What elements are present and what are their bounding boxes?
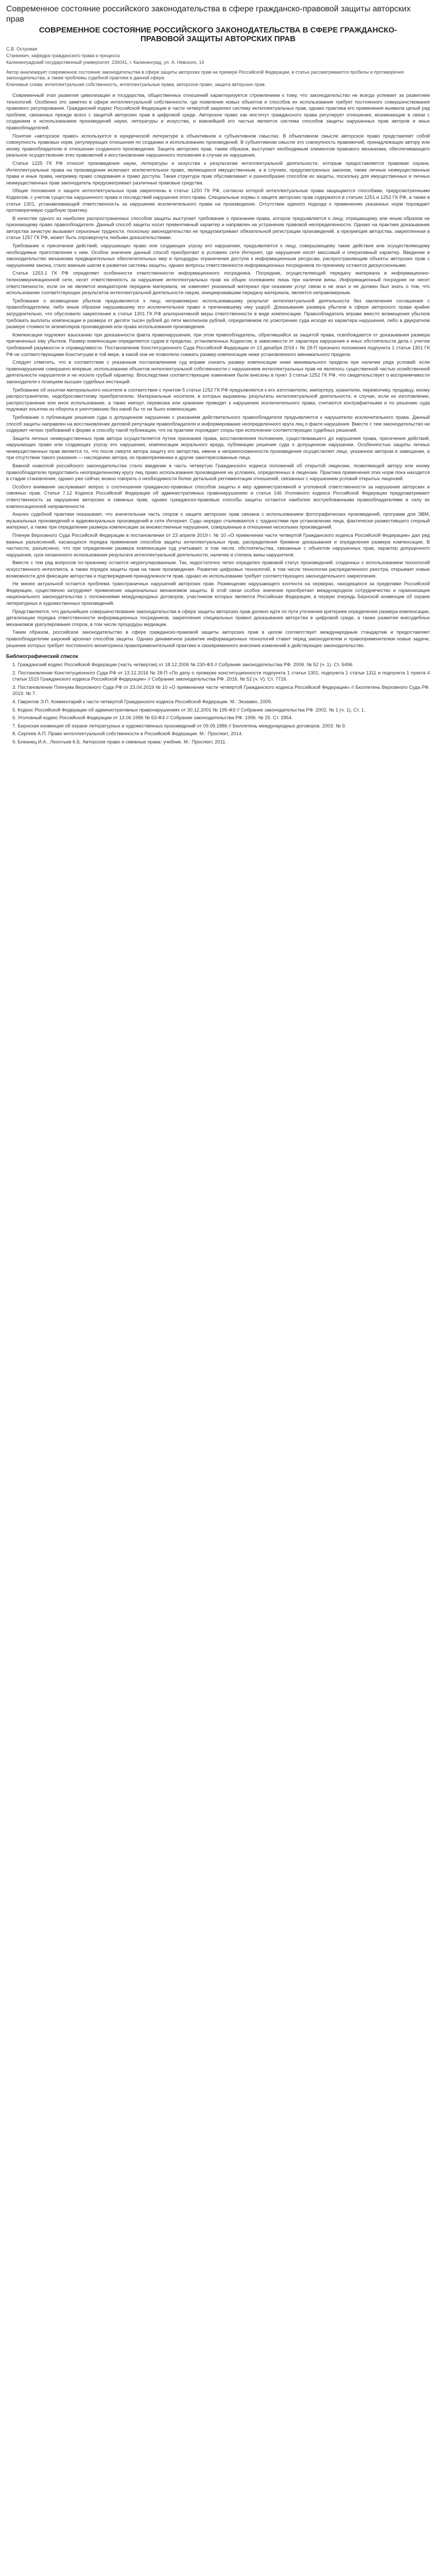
bibliography-item: 1. Гражданский кодекс Российской Федерации (часть четвертая) от 18.12.2006 № 230-ФЗ // Собрание законодательства РФ. 2006. № 52 (ч. 1). Ст. 5496. [12,662,354,668]
body-paragraph: Пленум Верховного Суда Российской Федерации в постановлении от 23 апреля 2019 г. № 10 «О применении части четвертой Гражданского кодекса Российской Федерации» дал ряд важных разъяснений, касающихся порядка применения способов защиты интеллектуальных прав, распределения бремени доказывания и определения размера компенсации. В частности, разъяснено, что при определении размера компенсации суд учитывает, в том числе, обстоятельства, связанные с объектом нарушенных прав, характер допущенного нарушения, срок незаконного использования результата интеллектуальной деятельности, наличие и степень вины нарушителя. [6,532,430,557]
body-paragraph: Анализ судебной практики показывает, что значительная часть споров о защите авторских прав связана с использованием фотографических произведений, программ для ЭВМ, музыкальных произведений и аудиовизуальных произведений в сети Интернет. Суды нередко сталкиваются с трудностями при установлении лица, фактически разместившего спорный материал, а также при определении размера компенсации за множественные нарушения, совершенные в отношении нескольких произведений. [6,511,430,530]
body-paragraph: Защита личных неимущественных прав автора осуществляется путем признания права, восстановления положения, существовавшего до нарушения права, пресечения действий, нарушающих право или создающих угрозу его нарушения, компенсации морального вреда, публикации решения суда о допущенном нарушении. Особенностью защиты личных неимущественных прав является то, что после смерти автора защиту его авторства, имени и неприкосновенности произведения осуществляет лицо, указанное автором в завещании, а при отсутствии такого указания — наследники автора, их правопреемники и другие заинтересованные лица. [6,435,430,461]
document-page [0,0,436,745]
article-body [6,92,430,649]
author-affiliation: Станкевич, кафедра гражданского права и процесса [6,53,120,58]
bibliography-item: 4. Гаврилов Э.П. Комментарий к части четвертой Гражданского кодекса Российской Федерации. М.: Экзамен, 2009. [12,699,272,705]
body-paragraph: Понятие «авторское право» используется в юридической литературе в объективном и субъективном смыслах. В объективном смысле авторское право представляет собой совокупность правовых норм, регулирующих отношения по созданию и использованию произведений. В субъективном смысле это совокупность правомочий, принадлежащих автору или иному правообладателю в отношении созданного произведения. Защита авторских прав, таким образом, выступает необходимым элементом правового механизма, обеспечивающего реальное осуществление этих правомочий и восстановление нарушенного положения в случае их нарушения. [6,132,430,158]
body-paragraph: Не менее актуальной остается проблема трансграничных нарушений авторских прав. Размещение нарушающего контента на серверах, находящихся за пределами Российской Федерации, существенно затрудняет применение национальных механизмов защиты. В этой связи особое значение приобретает международное сотрудничество и гармонизация национального законодательства с положениями международных договоров, участником которых является Российская Федерация, в первую очередь Бернской конвенции об охране литературных и художественных произведений. [6,581,430,606]
body-paragraph: Следует отметить, что в соответствии с указанным постановлением суд вправе снизить размер компенсации ниже минимального предела при наличии ряда условий: если правонарушение совершено впервые, использование объектов интеллектуальной собственности с нарушением интеллектуальных прав не являлось существенной частью хозяйственной деятельности нарушителя и не носило грубый характер. Впоследствии соответствующие изменения были внесены в пункт 3 статьи 1252 ГК РФ, что свидетельствует о восприимчивости законодателя к позициям высших судебных инстанций. [6,359,430,384]
body-paragraph: Общие положения о защите интеллектуальных прав закреплены в статье 1250 ГК РФ, согласно которой интеллектуальные права защищаются способами, предусмотренными Кодексом, с учетом существа нарушенного права и последствий нарушения этого права. Специальные нормы о защите авторских прав содержатся в статьях 1251 и 1252 ГК РФ, а также в статье 1301, устанавливающей ответственность за нарушение исключительного права на произведение. Отсутствие единого подхода к применению указанных норм порождает противоречивую судебную практику. [6,188,430,213]
body-paragraph: Современный этап развития цивилизации и государства, общественных отношений характеризуется стремлением к тому, что законодательство не всегда успевает за развитием технологий. Особенно это заметно в сфере интеллектуальной собственности, где появление новых объектов и способов их использования требует постоянного совершенствования правового регулирования. Гражданский кодекс Российской Федерации в части четвертой закрепил систему интеллектуальных прав, однако практика его применения выявила целый ряд проблем, связанных прежде всего с защитой авторских прав в цифровой среде. Авторское право как институт гражданского права регулирует отношения, возникающие в связи с созданием и использованием произведений науки, литературы и искусства, и важнейшей его частью является система способов защиты нарушенных прав авторов и иных правообладателей. [6,92,430,130]
bibliography-item: 5. Кодекс Российской Федерации об административных правонарушениях от 30.12.2001 № 195-ФЗ // Собрание законодательства РФ. 2002. № 1 (ч. 1). Ст. 1. [12,706,365,713]
body-paragraph: Вместе с тем ряд вопросов по-прежнему остается неурегулированным. Так, недостаточно четко определен правовой статус произведений, созданных с использованием технологий искусственного интеллекта, а также порядок защиты прав на такие произведения. Развитие цифровых технологий, в том числе технологии распределенного реестра, открывает новые возможности для фиксации авторства и подтверждения принадлежности прав, однако их использование требует соответствующего законодательного закрепления. [6,560,430,579]
bibliography-item: 7. Бернская конвенция об охране литературных и художественных произведений от 09.09.1886 // Бюллетень международных договоров. 2003. № 9. [12,722,346,728]
bibliography-item: 8. Сергеев А.П. Право интеллектуальной собственности в Российской Федерации. М.: Проспект, 2014. [12,731,243,737]
bibliography-item: 2. Постановление Конституционного Суда РФ от 13.12.2016 № 28-П «По делу о проверке конституционности подпункта 1 статьи 1301, подпункта 1 статьи 1311 и подпункта 1 пункта 4 статьи 1515 Гражданского кодекса Российской Федерации» // Собрание законодательства РФ. 2016. № 52 (ч. V). Ст. 7716. [12,669,430,682]
body-paragraph: В качестве одного из наиболее распространенных способов защиты выступает требование о признании права, которое предъявляется к лицу, отрицающему или иным образом не признающему право правообладателя. Данный способ защиты носит превентивный характер и направлен на устранение правовой неопределенности. Однако на практике доказывание авторства зачастую вызывает серьезные трудности, поскольку законодательство не предусматривает обязательной регистрации произведений, а презумпция авторства, закрепленная в статье 1257 ГК РФ, может быть опровергнута любыми доказательствами. [6,215,430,241]
bibliography-item: 3. Постановление Пленума Верховного Суда РФ от 23.04.2019 № 10 «О применении части четвертой Гражданского кодекса Российской Федерации» // Бюллетень Верховного Суда РФ. 2019. № 7. [12,684,430,697]
body-paragraph: Требование о публикации решения суда о допущенном нарушении с указанием действительного правообладателя предъявляется к нарушителю исключительного права. Данный способ защиты направлен на восстановление деловой репутации правообладателя и информирование неопределенного круга лиц о факте нарушения. Вместе с тем законодательство не содержит четких требований к форме и способу такой публикации, что на практике порождает споры при исполнении соответствующих судебных решений. [6,414,430,433]
bibliography-title: Библиографический список [6,654,78,660]
body-paragraph: Статья 1225 ГК РФ относит произведения науки, литературы и искусства к результатам интеллектуальной деятельности, которым предоставляется правовая охрана. Интеллектуальные права на произведения включают исключительное право, являющееся имущественным, а в случаях, предусмотренных законом, также личные неимущественные права и иные права, например право следования и право доступа. Такая структура прав обуславливает и разнообразие способов их защиты, поскольку для имущественных и личных неимущественных прав законодатель предусматривает различные правовые средства. [6,160,430,185]
body-paragraph: Таким образом, российское законодательство в сфере гражданско-правовой защиты авторских прав в целом соответствует международным стандартам и предоставляет правообладателям широкий арсенал способов защиты. Однако динамичное развитие информационных технологий ставит перед законодателем и правоприменителем новые задачи, решение которых требует постоянного мониторинга правоприменительной практики и своевременного внесения изменений в действующее законодательство. [6,629,430,648]
abstract: Автор анализирует современное состояние законодательства в сфере защиты авторских прав на примере Российской Федерации, в статье рассматриваются пробелы и противоречия законодательства, а также проблемы судебной практики в данной сфере. [6,70,404,80]
university-address: Калининградский государственный университет, 236041, г. Калининград, ул. А. Невского, 14 [6,60,204,65]
article-heading: СОВРЕМЕННОЕ СОСТОЯНИЕ РОССИЙСКОГО ЗАКОНОДАТЕЛЬСТВА В СФЕРЕ ГРАЖДАНСКО-ПРАВОВОЙ ЗАЩИТЫ АВТОРСКИХ ПРАВ [39,26,397,43]
body-paragraph: Требование об изъятии материального носителя в соответствии с пунктом 5 статьи 1252 ГК РФ предъявляется к его изготовителю, импортеру, хранителю, перевозчику, продавцу, иному распространителю, недобросовестному приобретателю. Материальные носители, в которых выражены результаты интеллектуальной деятельности, в случае, если их изготовление, распространение или иное использование, а также импорт, перевозка или хранение приводят к нарушению исключительного права, считаются контрафактными и по решению суда подлежат изъятию из оборота и уничтожению без какой бы то ни было компенсации. [6,386,430,412]
keywords: Ключевые слова: интеллектуальная собственность, интеллектуальные права, авторское право, защита авторских прав. [6,82,266,87]
body-paragraph: Требование о возмещении убытков предъявляется к лицу, неправомерно использовавшему результат интеллектуальной деятельности без заключения соглашения с правообладателем, либо иным образом нарушившему его исключительное право и причинившему ему ущерб. Доказывание размера убытков в сфере авторского права крайне затруднительно, что обусловило закрепление в статье 1301 ГК РФ альтернативной меры ответственности в виде компенсации. Правообладатель вправе вместо возмещения убытков требовать выплаты компенсации в размере от десяти тысяч рублей до пяти миллионов рублей, определяемом по усмотрению суда исходя из характера нарушения, либо в двукратном размере стоимости экземпляров произведения или права использования произведения. [6,297,430,330]
body-paragraph: Представляется, что дальнейшее совершенствование законодательства в сфере защиты авторских прав должно идти по пути уточнения критериев определения размера компенсации, детализации порядка ответственности информационных посредников, закрепления специальных правил доказывания авторства в цифровой среде, а также развития внесудебных механизмов урегулирования споров, в том числе процедуры медиации. [6,608,430,627]
body-paragraph: Особого внимания заслуживает вопрос о соотношении гражданско-правовых способов защиты и мер административной и уголовной ответственности за нарушение авторских и смежных прав. Статья 7.12 Кодекса Российской Федерации об административных правонарушениях и статья 146 Уголовного кодекса Российской Федерации предусматривают ответственность за нарушение авторских и смежных прав, однако гражданско-правовые способы защиты остаются наиболее востребованными правообладателями в силу их компенсационной направленности. [6,483,430,509]
body-paragraph: Статья 1253.1 ГК РФ определяет особенности ответственности информационного посредника. Посредник, осуществляющий передачу материала в информационно-телекоммуникационной сети, несет ответственность за нарушение интеллектуальных прав на общих основаниях лишь при наличии вины. Информационный посредник не несет ответственности, если он не является инициатором передачи материала, не изменяет указанный материал при оказании услуг связи и не знал и не должен был знать о том, что использование соответствующих результатов интеллектуальной деятельности лицом, инициировавшим передачу материала, является неправомерным. [6,270,430,296]
bibliography-item: 6. Уголовный кодекс Российской Федерации от 13.06.1996 № 63-ФЗ // Собрание законодательства РФ. 1996. № 25. Ст. 2954. [12,715,293,721]
body-paragraph: Требование о пресечении действий, нарушающих право или создающих угрозу его нарушения, предъявляется к лицу, совершающему такие действия или осуществляющему необходимые приготовления к ним. Особое значение данный способ приобретает в условиях сети Интернет, где нарушения носят массовый и оперативный характер. Введение в законодательство механизма предварительных обеспечительных мер и процедуры ограничения доступа к информационным ресурсам, распространяющим объекты авторских прав с нарушением закона, стало важным шагом в развитии системы защиты, однако вопросы ответственности информационных посредников по-прежнему остаются дискуссионными. [6,243,430,268]
page-title: Современное состояние российского законодательства в сфере гражданско-правовой защиты авторских прав [6,5,411,24]
bibliography-list [6,662,430,745]
body-paragraph: Важной новеллой российского законодательства стало введение в часть четвертую Гражданского кодекса положений об открытой лицензии, позволяющей автору или иному правообладателю предоставить неопределенному кругу лиц право использования произведения на условиях, определенных в лицензии. Практика применения этих норм пока находится в стадии становления, однако уже сейчас можно говорить о необходимости более детальной регламентации отношений, связанных с нарушением условий открытых лицензий. [6,463,430,482]
bibliography-item: 9. Близнец И.А., Леонтьев К.Б. Авторское право и смежные права: учебник. М.: Проспект, 2011. [12,739,227,745]
body-paragraph: Компенсация подлежит взысканию при доказанности факта правонарушения, при этом правообладатель, обратившийся за защитой права, освобождается от доказывания размера причиненных ему убытков. Размер компенсации определяется судом в пределах, установленных Кодексом, в зависимости от характера нарушения и иных обстоятельств дела с учетом требований разумности и справедливости. Постановление Конституционного Суда Российской Федерации от 13 декабря 2016 г. № 28-П признало положения подпункта 1 статьи 1301 ГК РФ не соответствующими Конституции в той мере, в какой они не позволяли снижать размер компенсации ниже установленного минимального предела. [6,331,430,357]
author-name: С.В. Островая [6,46,38,52]
